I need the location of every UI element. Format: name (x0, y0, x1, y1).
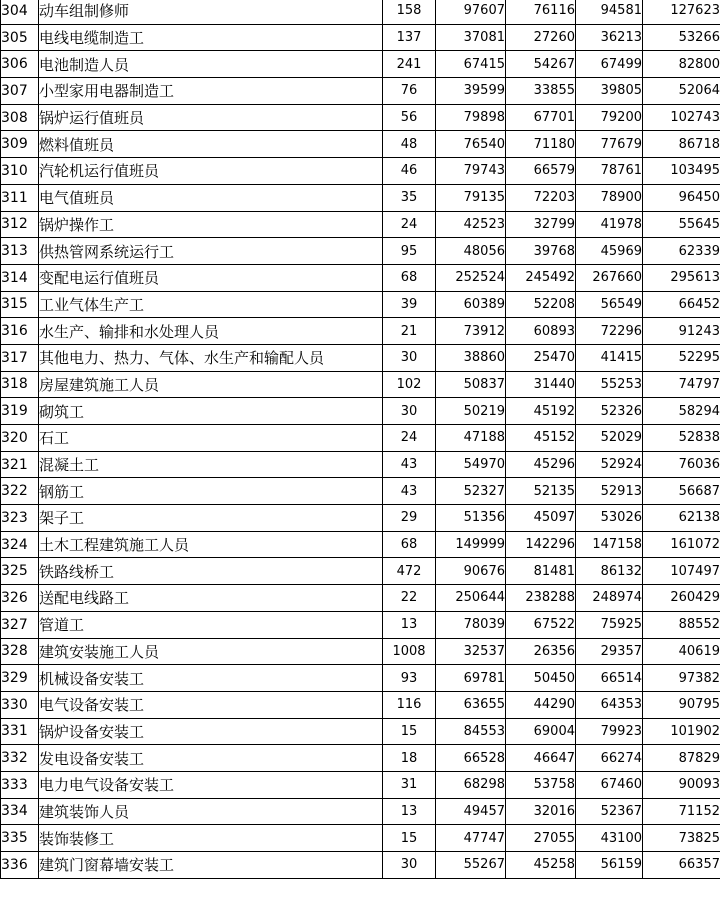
value-1-cell: 60389 (436, 291, 506, 318)
value-2-cell: 53758 (506, 771, 576, 798)
value-1-cell: 76540 (436, 131, 506, 158)
sample-count-cell: 30 (383, 344, 436, 371)
value-3-cell: 67499 (576, 51, 643, 78)
value-3-cell: 78761 (576, 158, 643, 185)
occupation-name-cell: 土木工程建筑施工人员 (39, 531, 383, 558)
table-row (1, 745, 720, 772)
value-1-cell: 39599 (436, 78, 506, 105)
value-1-cell: 97607 (436, 0, 506, 24)
table-row (1, 184, 720, 211)
sample-count-cell: 24 (383, 211, 436, 238)
occupation-name-cell: 电线电缆制造工 (39, 24, 383, 51)
value-3-cell: 41978 (576, 211, 643, 238)
value-4-cell: 295613 (643, 264, 720, 291)
value-1-cell: 37081 (436, 24, 506, 51)
sample-count-cell: 15 (383, 825, 436, 852)
value-4-cell: 58294 (643, 398, 720, 425)
occupation-code-cell: 332 (1, 745, 39, 772)
occupation-name-cell: 机械设备安装工 (39, 665, 383, 692)
occupation-name-cell: 汽轮机运行值班员 (39, 158, 383, 185)
value-1-cell: 51356 (436, 505, 506, 532)
value-1-cell: 50219 (436, 398, 506, 425)
value-2-cell: 31440 (506, 371, 576, 398)
value-3-cell: 36213 (576, 24, 643, 51)
sample-count-cell: 35 (383, 184, 436, 211)
value-3-cell: 79200 (576, 104, 643, 131)
occupation-code-cell: 329 (1, 665, 39, 692)
table-row (1, 425, 720, 452)
occupation-code-cell: 328 (1, 638, 39, 665)
table-row (1, 852, 720, 879)
occupation-name-cell: 电力电气设备安装工 (39, 771, 383, 798)
sample-count-cell: 29 (383, 505, 436, 532)
value-3-cell: 52367 (576, 798, 643, 825)
occupation-code-cell: 318 (1, 371, 39, 398)
occupation-code-cell: 319 (1, 398, 39, 425)
value-2-cell: 39768 (506, 238, 576, 265)
value-3-cell: 56159 (576, 852, 643, 879)
value-4-cell: 101902 (643, 718, 720, 745)
value-3-cell: 72296 (576, 318, 643, 345)
value-4-cell: 107497 (643, 558, 720, 585)
value-2-cell: 27055 (506, 825, 576, 852)
value-1-cell: 250644 (436, 585, 506, 612)
occupation-code-cell: 335 (1, 825, 39, 852)
value-1-cell: 54970 (436, 451, 506, 478)
value-3-cell: 77679 (576, 131, 643, 158)
value-2-cell: 33855 (506, 78, 576, 105)
sample-count-cell: 46 (383, 158, 436, 185)
occupation-name-cell: 混凝土工 (39, 451, 383, 478)
value-1-cell: 38860 (436, 344, 506, 371)
value-3-cell: 52924 (576, 451, 643, 478)
value-4-cell: 52295 (643, 344, 720, 371)
occupation-code-cell: 320 (1, 425, 39, 452)
table-row (1, 24, 720, 51)
occupation-code-cell: 305 (1, 24, 39, 51)
value-4-cell: 88552 (643, 611, 720, 638)
table-row (1, 264, 720, 291)
sample-count-cell: 15 (383, 718, 436, 745)
value-2-cell: 45192 (506, 398, 576, 425)
value-1-cell: 68298 (436, 771, 506, 798)
value-1-cell: 63655 (436, 691, 506, 718)
occupation-code-cell: 316 (1, 318, 39, 345)
value-1-cell: 66528 (436, 745, 506, 772)
value-4-cell: 97382 (643, 665, 720, 692)
occupation-name-cell: 锅炉操作工 (39, 211, 383, 238)
occupation-code-cell: 333 (1, 771, 39, 798)
value-3-cell: 45969 (576, 238, 643, 265)
sample-count-cell: 43 (383, 478, 436, 505)
occupation-name-cell: 工业气体生产工 (39, 291, 383, 318)
value-1-cell: 32537 (436, 638, 506, 665)
table-row (1, 531, 720, 558)
sample-count-cell: 95 (383, 238, 436, 265)
value-2-cell: 52135 (506, 478, 576, 505)
occupation-name-cell: 电气值班员 (39, 184, 383, 211)
value-2-cell: 45152 (506, 425, 576, 452)
value-1-cell: 90676 (436, 558, 506, 585)
value-3-cell: 39805 (576, 78, 643, 105)
value-4-cell: 52064 (643, 78, 720, 105)
occupation-name-cell: 其他电力、热力、气体、水生产和输配人员 (39, 344, 383, 371)
value-4-cell: 66357 (643, 852, 720, 879)
value-2-cell: 67522 (506, 611, 576, 638)
sample-count-cell: 116 (383, 691, 436, 718)
sample-count-cell: 68 (383, 264, 436, 291)
value-4-cell: 62339 (643, 238, 720, 265)
occupation-name-cell: 石工 (39, 425, 383, 452)
table-row (1, 451, 720, 478)
occupation-code-cell: 324 (1, 531, 39, 558)
value-4-cell: 53266 (643, 24, 720, 51)
value-3-cell: 29357 (576, 638, 643, 665)
value-3-cell: 52913 (576, 478, 643, 505)
value-3-cell: 147158 (576, 531, 643, 558)
occupation-code-cell: 325 (1, 558, 39, 585)
occupation-name-cell: 供热管网系统运行工 (39, 238, 383, 265)
value-4-cell: 91243 (643, 318, 720, 345)
sample-count-cell: 241 (383, 51, 436, 78)
occupation-name-cell: 电气设备安装工 (39, 691, 383, 718)
sample-count-cell: 56 (383, 104, 436, 131)
sample-count-cell: 93 (383, 665, 436, 692)
occupation-code-cell: 307 (1, 78, 39, 105)
occupation-code-cell: 336 (1, 852, 39, 879)
table-row (1, 665, 720, 692)
value-4-cell: 55645 (643, 211, 720, 238)
value-3-cell: 267660 (576, 264, 643, 291)
occupation-name-cell: 水生产、输排和水处理人员 (39, 318, 383, 345)
value-4-cell: 71152 (643, 798, 720, 825)
table-row (1, 344, 720, 371)
value-4-cell: 40619 (643, 638, 720, 665)
occupation-code-cell: 327 (1, 611, 39, 638)
occupation-name-cell: 动车组制修师 (39, 0, 383, 24)
value-2-cell: 69004 (506, 718, 576, 745)
value-2-cell: 60893 (506, 318, 576, 345)
sample-count-cell: 31 (383, 771, 436, 798)
table-row (1, 291, 720, 318)
occupation-name-cell: 砌筑工 (39, 398, 383, 425)
value-3-cell: 53026 (576, 505, 643, 532)
table-row (1, 0, 720, 24)
value-3-cell: 86132 (576, 558, 643, 585)
value-3-cell: 55253 (576, 371, 643, 398)
value-2-cell: 32016 (506, 798, 576, 825)
value-1-cell: 48056 (436, 238, 506, 265)
value-4-cell: 90093 (643, 771, 720, 798)
occupation-code-cell: 304 (1, 0, 39, 24)
occupation-code-cell: 310 (1, 158, 39, 185)
value-2-cell: 27260 (506, 24, 576, 51)
value-1-cell: 47188 (436, 425, 506, 452)
sample-count-cell: 48 (383, 131, 436, 158)
value-4-cell: 74797 (643, 371, 720, 398)
value-4-cell: 52838 (643, 425, 720, 452)
value-3-cell: 52029 (576, 425, 643, 452)
occupation-code-cell: 331 (1, 718, 39, 745)
value-4-cell: 90795 (643, 691, 720, 718)
value-4-cell: 260429 (643, 585, 720, 612)
value-4-cell: 127623 (643, 0, 720, 24)
value-3-cell: 78900 (576, 184, 643, 211)
occupation-name-cell: 变配电运行值班员 (39, 264, 383, 291)
table-row (1, 211, 720, 238)
value-2-cell: 45258 (506, 852, 576, 879)
table-row (1, 718, 720, 745)
value-4-cell: 87829 (643, 745, 720, 772)
value-1-cell: 149999 (436, 531, 506, 558)
value-4-cell: 103495 (643, 158, 720, 185)
value-2-cell: 72203 (506, 184, 576, 211)
table-row (1, 371, 720, 398)
value-1-cell: 79898 (436, 104, 506, 131)
value-4-cell: 96450 (643, 184, 720, 211)
value-1-cell: 252524 (436, 264, 506, 291)
occupation-name-cell: 电池制造人员 (39, 51, 383, 78)
value-2-cell: 45097 (506, 505, 576, 532)
table-body (1, 0, 720, 878)
table-row (1, 158, 720, 185)
occupation-name-cell: 燃料值班员 (39, 131, 383, 158)
sample-count-cell: 24 (383, 425, 436, 452)
value-2-cell: 67701 (506, 104, 576, 131)
value-2-cell: 66579 (506, 158, 576, 185)
value-3-cell: 248974 (576, 585, 643, 612)
value-1-cell: 50837 (436, 371, 506, 398)
value-3-cell: 64353 (576, 691, 643, 718)
occupation-name-cell: 架子工 (39, 505, 383, 532)
value-4-cell: 102743 (643, 104, 720, 131)
value-3-cell: 66274 (576, 745, 643, 772)
table-row (1, 78, 720, 105)
table-row (1, 771, 720, 798)
value-2-cell: 245492 (506, 264, 576, 291)
value-3-cell: 43100 (576, 825, 643, 852)
occupation-code-cell: 315 (1, 291, 39, 318)
value-1-cell: 67415 (436, 51, 506, 78)
value-4-cell: 161072 (643, 531, 720, 558)
value-2-cell: 50450 (506, 665, 576, 692)
sample-count-cell: 1008 (383, 638, 436, 665)
sample-count-cell: 18 (383, 745, 436, 772)
value-1-cell: 52327 (436, 478, 506, 505)
value-3-cell: 94581 (576, 0, 643, 24)
occupation-name-cell: 发电设备安装工 (39, 745, 383, 772)
occupation-name-cell: 建筑装饰人员 (39, 798, 383, 825)
occupation-name-cell: 建筑门窗幕墙安装工 (39, 852, 383, 879)
value-2-cell: 81481 (506, 558, 576, 585)
sample-count-cell: 158 (383, 0, 436, 24)
occupation-name-cell: 管道工 (39, 611, 383, 638)
value-2-cell: 54267 (506, 51, 576, 78)
occupation-name-cell: 小型家用电器制造工 (39, 78, 383, 105)
occupation-name-cell: 锅炉运行值班员 (39, 104, 383, 131)
value-3-cell: 56549 (576, 291, 643, 318)
value-2-cell: 26356 (506, 638, 576, 665)
sample-count-cell: 43 (383, 451, 436, 478)
table-row (1, 318, 720, 345)
table-row (1, 638, 720, 665)
occupation-code-cell: 317 (1, 344, 39, 371)
value-1-cell: 73912 (436, 318, 506, 345)
sample-count-cell: 472 (383, 558, 436, 585)
value-3-cell: 75925 (576, 611, 643, 638)
value-4-cell: 86718 (643, 131, 720, 158)
value-3-cell: 66514 (576, 665, 643, 692)
value-4-cell: 62138 (643, 505, 720, 532)
occupation-code-cell: 313 (1, 238, 39, 265)
occupation-code-cell: 314 (1, 264, 39, 291)
table-row (1, 558, 720, 585)
value-4-cell: 76036 (643, 451, 720, 478)
sample-count-cell: 22 (383, 585, 436, 612)
value-4-cell: 56687 (643, 478, 720, 505)
value-2-cell: 76116 (506, 0, 576, 24)
occupation-code-cell: 312 (1, 211, 39, 238)
table-row (1, 51, 720, 78)
value-2-cell: 52208 (506, 291, 576, 318)
value-1-cell: 78039 (436, 611, 506, 638)
value-2-cell: 45296 (506, 451, 576, 478)
table-row (1, 398, 720, 425)
sample-count-cell: 30 (383, 852, 436, 879)
value-3-cell: 41415 (576, 344, 643, 371)
table-row (1, 798, 720, 825)
table-row (1, 825, 720, 852)
occupation-code-cell: 308 (1, 104, 39, 131)
value-1-cell: 84553 (436, 718, 506, 745)
value-2-cell: 46647 (506, 745, 576, 772)
sample-count-cell: 13 (383, 611, 436, 638)
occupation-code-cell: 326 (1, 585, 39, 612)
occupation-name-cell: 锅炉设备安装工 (39, 718, 383, 745)
table-row (1, 104, 720, 131)
occupation-code-cell: 311 (1, 184, 39, 211)
occupation-code-cell: 321 (1, 451, 39, 478)
value-2-cell: 142296 (506, 531, 576, 558)
occupation-code-cell: 330 (1, 691, 39, 718)
value-1-cell: 49457 (436, 798, 506, 825)
sample-count-cell: 30 (383, 398, 436, 425)
sample-count-cell: 102 (383, 371, 436, 398)
value-2-cell: 238288 (506, 585, 576, 612)
value-2-cell: 32799 (506, 211, 576, 238)
sample-count-cell: 76 (383, 78, 436, 105)
sample-count-cell: 13 (383, 798, 436, 825)
table-row (1, 585, 720, 612)
table-row (1, 478, 720, 505)
sample-count-cell: 21 (383, 318, 436, 345)
sample-count-cell: 39 (383, 291, 436, 318)
value-2-cell: 25470 (506, 344, 576, 371)
value-3-cell: 67460 (576, 771, 643, 798)
value-2-cell: 71180 (506, 131, 576, 158)
value-4-cell: 73825 (643, 825, 720, 852)
table-row (1, 691, 720, 718)
occupation-name-cell: 铁路线桥工 (39, 558, 383, 585)
table-row (1, 131, 720, 158)
occupation-name-cell: 房屋建筑施工人员 (39, 371, 383, 398)
sample-count-cell: 68 (383, 531, 436, 558)
value-1-cell: 79135 (436, 184, 506, 211)
table-row (1, 611, 720, 638)
occupation-code-cell: 306 (1, 51, 39, 78)
value-3-cell: 52326 (576, 398, 643, 425)
value-1-cell: 79743 (436, 158, 506, 185)
occupation-code-cell: 309 (1, 131, 39, 158)
occupation-code-cell: 334 (1, 798, 39, 825)
value-1-cell: 69781 (436, 665, 506, 692)
value-2-cell: 44290 (506, 691, 576, 718)
value-1-cell: 42523 (436, 211, 506, 238)
occupation-name-cell: 建筑安装施工人员 (39, 638, 383, 665)
occupation-name-cell: 钢筋工 (39, 478, 383, 505)
value-4-cell: 82800 (643, 51, 720, 78)
table-row (1, 505, 720, 532)
value-3-cell: 79923 (576, 718, 643, 745)
occupation-code-cell: 323 (1, 505, 39, 532)
sample-count-cell: 137 (383, 24, 436, 51)
occupation-code-cell: 322 (1, 478, 39, 505)
value-1-cell: 55267 (436, 852, 506, 879)
occupation-name-cell: 送配电线路工 (39, 585, 383, 612)
value-4-cell: 66452 (643, 291, 720, 318)
value-1-cell: 47747 (436, 825, 506, 852)
table-row (1, 238, 720, 265)
occupation-name-cell: 装饰装修工 (39, 825, 383, 852)
